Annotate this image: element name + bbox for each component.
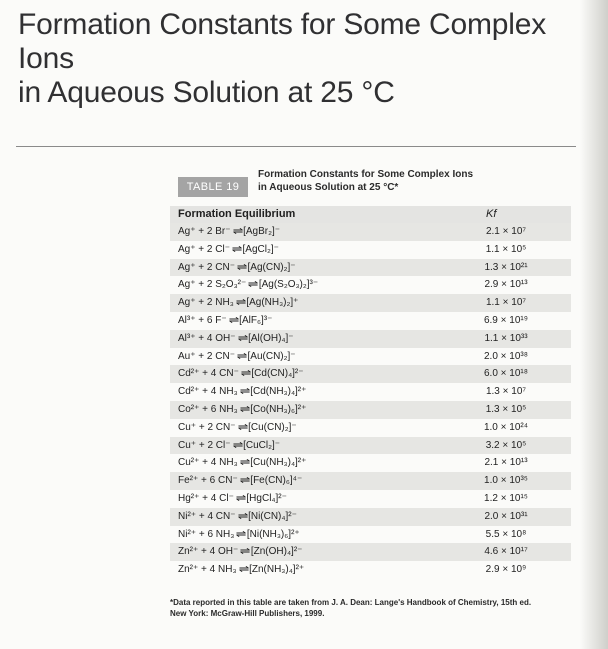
equilibrium-arrow-icon: ⇌ <box>247 279 258 290</box>
table-row <box>170 383 571 401</box>
equilibrium-cell <box>178 330 294 348</box>
product: [Cu(NH₃)₄]²⁺ <box>250 457 307 469</box>
kf-value: 1.2 × 10¹⁵ <box>484 492 528 504</box>
equilibrium-cell <box>178 454 306 472</box>
kf-value: 2.0 × 10³⁸ <box>484 350 528 362</box>
equilibrium-arrow-icon: ⇌ <box>239 546 250 557</box>
equilibrium-cell <box>178 241 279 259</box>
product: [Au(CN)₂]⁻ <box>247 350 296 362</box>
footnote-line-2: New York: McGraw-Hill Publishers, 1999. <box>170 609 325 618</box>
equilibrium-arrow-icon: ⇌ <box>228 314 238 325</box>
equilibrium-arrow-icon: ⇌ <box>239 457 249 468</box>
product: [Ag(CN)₂]⁻ <box>247 261 296 273</box>
footnote-line-1: *Data reported in this table are taken from J. A. Dean: Lange's Handbook of Chemistry, 15th ed. <box>170 598 532 607</box>
reactants: Ni²⁺ + 6 NH₃ <box>178 528 235 540</box>
equilibrium-cell <box>178 294 298 312</box>
product: [Ag(S₂O₃)₂]³⁻ <box>258 279 319 291</box>
table-row <box>170 490 571 508</box>
kf-value: 2.9 × 10⁹ <box>485 564 527 576</box>
product: [Cu(CN)₂]⁻ <box>248 421 297 433</box>
equilibrium-cell <box>178 223 280 241</box>
equilibrium-arrow-icon: ⇌ <box>239 475 249 486</box>
table-caption-line-1: Formation Constants for Some Complex Ions <box>258 169 474 180</box>
kf-value: 4.6 × 10¹⁷ <box>484 546 528 558</box>
equilibrium-cell <box>178 437 280 455</box>
equilibrium-cell <box>178 348 296 366</box>
table-row <box>170 259 571 277</box>
page-title-line-2: in Aqueous Solution at 25 °C <box>18 76 395 109</box>
reactants: Ag⁺ + 2 Br⁻ <box>178 226 231 237</box>
kf-value: 1.3 × 10⁷ <box>485 386 527 398</box>
reactants: Ag⁺ + 2 CN⁻ <box>178 261 235 273</box>
product: [AgBr₂]⁻ <box>243 226 281 237</box>
equilibrium-cell <box>178 543 302 561</box>
table-caption-line-2: in Aqueous Solution at 25 °C* <box>258 182 399 193</box>
table-row <box>170 472 571 490</box>
equilibrium-arrow-icon: ⇌ <box>235 492 245 503</box>
reactants: Cd²⁺ + 4 NH₃ <box>178 386 238 398</box>
kf-value: 1.1 × 10³³ <box>484 332 528 344</box>
kf-value: 1.0 × 10³⁵ <box>484 475 528 487</box>
product: [Ag(NH₃)₂]⁺ <box>246 297 299 309</box>
reactants: Cd²⁺ + 4 CN⁻ <box>178 368 239 380</box>
kf-value: 5.5 × 10⁸ <box>485 528 527 540</box>
reactants: Al³⁺ + 6 F⁻ <box>178 314 227 326</box>
kf-value: 1.3 × 10⁵ <box>485 403 527 415</box>
equilibrium-arrow-icon: ⇌ <box>235 297 245 308</box>
product: [AgCl₂]⁻ <box>242 243 279 255</box>
column-header-kf: Kf <box>486 208 497 220</box>
page-title-line-1: Formation Constants for Some Complex Ions <box>18 8 547 75</box>
table-row <box>170 241 571 259</box>
kf-value: 3.2 × 10⁵ <box>485 439 527 451</box>
product: [CuCl₂]⁻ <box>243 439 281 451</box>
kf-value: 1.1 × 10⁷ <box>485 297 527 309</box>
equilibrium-arrow-icon: ⇌ <box>239 386 249 397</box>
table-number-badge: TABLE 19 <box>178 177 248 197</box>
table-row <box>170 454 571 472</box>
reactants: Cu⁺ + 2 Cl⁻ <box>178 439 231 451</box>
equilibrium-arrow-icon: ⇌ <box>236 261 246 272</box>
kf-value: 1.1 × 10⁵ <box>485 243 527 255</box>
kf-value: 2.0 × 10³¹ <box>484 510 528 522</box>
equilibrium-cell <box>178 526 300 544</box>
table-row <box>170 508 571 526</box>
table-row <box>170 330 571 348</box>
table-row <box>170 543 571 561</box>
product: [Cd(CN)₄]²⁻ <box>251 368 304 380</box>
product: [Zn(OH)₄]²⁻ <box>250 546 303 558</box>
product: [HgCl₄]²⁻ <box>246 492 287 504</box>
column-header-equilibrium: Formation Equilibrium <box>178 208 296 220</box>
reactants: Ag⁺ + 2 Cl⁻ <box>178 243 230 255</box>
equilibrium-arrow-icon: ⇌ <box>232 226 242 236</box>
reactants: Al³⁺ + 4 OH⁻ <box>178 332 236 344</box>
equilibrium-arrow-icon: ⇌ <box>237 510 247 521</box>
table-row <box>170 312 571 330</box>
page-title <box>18 8 608 110</box>
table-caption <box>258 168 568 194</box>
product: [Zn(NH₃)₄]²⁺ <box>249 564 305 576</box>
reactants: Zn²⁺ + 4 OH⁻ <box>178 546 239 558</box>
reactants: Ag⁺ + 2 S₂O₃²⁻ <box>178 279 247 291</box>
equilibrium-cell <box>178 259 296 277</box>
reactants: Co²⁺ + 6 NH₃ <box>178 403 238 415</box>
equilibrium-arrow-icon: ⇌ <box>238 564 248 575</box>
table-row <box>170 365 571 383</box>
table-row <box>170 561 571 579</box>
reactants: Cu⁺ + 2 CN⁻ <box>178 421 236 433</box>
table-heading <box>170 160 580 202</box>
equilibrium-arrow-icon: ⇌ <box>232 439 242 450</box>
table-column-header <box>170 206 571 223</box>
table-row <box>170 348 571 366</box>
equilibrium-arrow-icon: ⇌ <box>231 243 241 254</box>
equilibrium-cell <box>178 276 318 294</box>
reactants: Hg²⁺ + 4 Cl⁻ <box>178 492 234 504</box>
table-row <box>170 419 571 437</box>
table-body <box>170 223 571 579</box>
kf-value: 6.9 × 10¹⁹ <box>483 314 529 326</box>
kf-value: 2.1 × 10¹³ <box>484 457 528 469</box>
equilibrium-arrow-icon: ⇌ <box>239 403 249 414</box>
kf-value: 2.1 × 10⁷ <box>485 226 527 237</box>
equilibrium-cell <box>178 312 272 330</box>
reactants: Au⁺ + 2 CN⁻ <box>178 350 235 362</box>
table-row <box>170 401 571 419</box>
table-row <box>170 223 571 241</box>
product: [Co(NH₃)₆]²⁺ <box>250 403 307 415</box>
reactants: Cu²⁺ + 4 NH₃ <box>178 457 238 469</box>
equilibrium-cell <box>178 419 297 437</box>
kf-value: 1.0 × 10²⁴ <box>483 421 529 433</box>
reactants: Fe²⁺ + 6 CN⁻ <box>178 475 238 487</box>
equilibrium-cell <box>178 383 306 401</box>
table-row <box>170 437 571 455</box>
product: [Cd(NH₃)₄]²⁺ <box>250 386 307 398</box>
kf-value: 2.9 × 10¹³ <box>484 279 528 291</box>
top-divider <box>16 146 576 147</box>
page-edge-shadow <box>580 0 608 649</box>
product: [Ni(NH₃)₆]²⁺ <box>246 528 300 540</box>
equilibrium-cell <box>178 490 287 508</box>
table-row <box>170 294 571 312</box>
equilibrium-arrow-icon: ⇌ <box>237 421 247 432</box>
equilibrium-cell <box>178 472 302 490</box>
equilibrium-cell <box>178 401 306 419</box>
equilibrium-arrow-icon: ⇌ <box>240 368 250 379</box>
product: [Fe(CN)₆]⁴⁻ <box>250 475 303 487</box>
reactants: Zn²⁺ + 4 NH₃ <box>178 564 237 576</box>
product: [Ni(CN)₄]²⁻ <box>248 510 297 522</box>
equilibrium-cell <box>178 508 297 526</box>
formation-constants-table <box>170 160 580 635</box>
reactants: Ni²⁺ + 4 CN⁻ <box>178 510 236 522</box>
equilibrium-arrow-icon: ⇌ <box>236 350 246 361</box>
table-row <box>170 526 571 544</box>
reactants: Ag⁺ + 2 NH₃ <box>178 297 234 309</box>
kf-value: 6.0 × 10¹⁸ <box>484 368 528 380</box>
kf-value: 1.3 × 10²¹ <box>484 261 528 273</box>
equilibrium-cell <box>178 561 304 579</box>
table-footnote <box>170 597 580 619</box>
product: [Al(OH)₄]⁻ <box>248 332 294 344</box>
equilibrium-cell <box>178 365 304 383</box>
equilibrium-arrow-icon: ⇌ <box>237 332 247 343</box>
table-row <box>170 276 571 294</box>
equilibrium-arrow-icon: ⇌ <box>236 528 246 539</box>
product: [AlF₆]³⁻ <box>239 314 273 326</box>
